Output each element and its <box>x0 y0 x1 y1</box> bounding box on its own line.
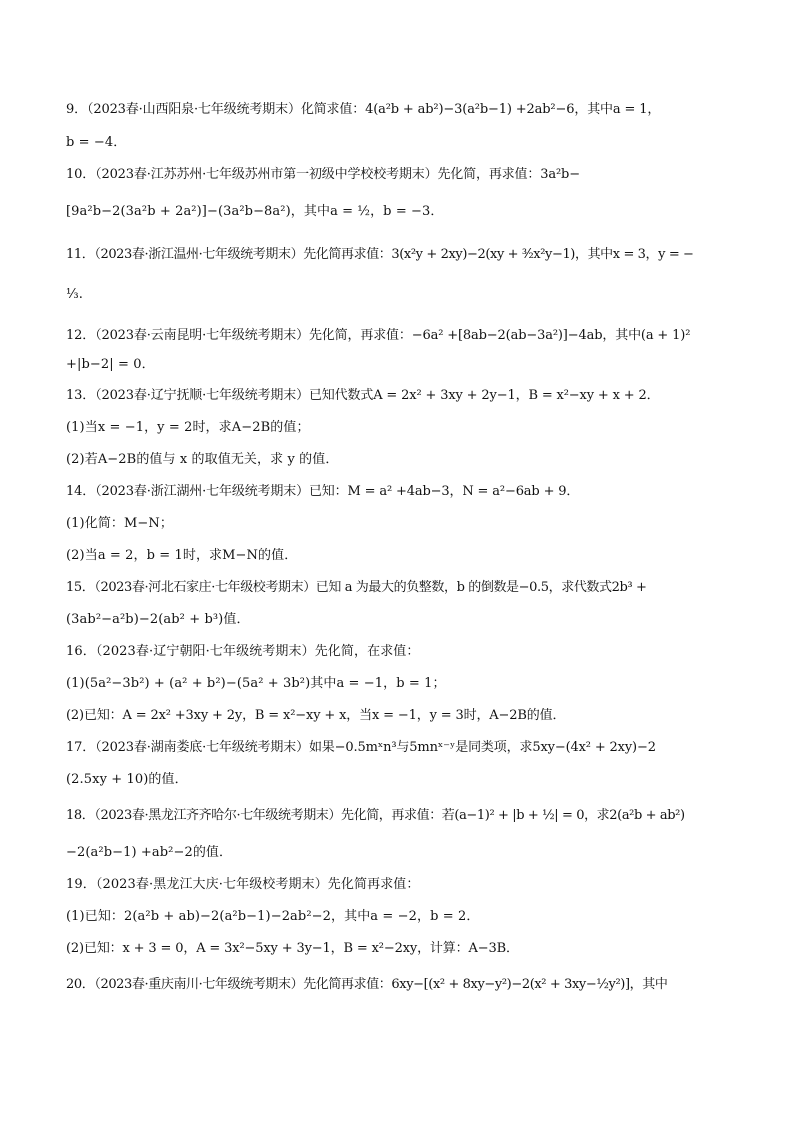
problem-18-line-2: −2(a²b−1) +ab²−2的值． <box>66 845 233 860</box>
problem-13-line-1: 13．（2023春·辽宁抚顺·七年级统考期末）已知代数式A = 2x² + 3xy + 2y−1，B = x²−xy + x + 2． <box>66 388 660 403</box>
problem-16-line-2: (1)(5a²−3b²) + (a² + b²)−(5a² + 3b²)其中a = −1，b = 1； <box>66 676 446 691</box>
problem-14-line-1: 14．（2023春·浙江湖州·七年级统考期末）已知：M = a² +4ab−3，N = a²−6ab + 9． <box>66 484 580 499</box>
problem-14-line-3: (2)当a = 2，b = 1时，求M−N的值． <box>66 548 298 563</box>
problem-13-line-3: (2)若A−2B的值与 x 的取值无关，求 y 的值． <box>66 452 339 467</box>
problem-10-line-2: [9a²b−2(3a²b + 2a²)]−(3a²b−8a²)，其中a = ½，b = −3． <box>66 204 444 219</box>
problem-10-line-1: 10．（2023春·江苏苏州·七年级苏州市第一初级中学校校考期末）先化简，再求值：3a²b− <box>66 167 580 182</box>
problem-18-line-1: 18．（2023春·黑龙江齐齐哈尔·七年级统考期末）先化简，再求值：若(a−1)² + |b + ½| = 0，求2(a²b + ab²) <box>66 808 685 823</box>
problem-13-line-2: (1)当x = −1，y = 2时，求A−2B的值； <box>66 420 310 435</box>
problem-17-line-1: 17．（2023春·湖南娄底·七年级统考期末）如果−0.5mˣn³与5mnˣ⁻ʸ是同类项，求5xy−(4x² + 2xy)−2 <box>66 740 656 755</box>
problem-16-line-3: (2)已知：A = 2x² +3xy + 2y，B = x²−xy + x，当x = −1，y = 3时，A−2B的值． <box>66 708 566 723</box>
problem-9-line-1: 9．（2023春·山西阳泉·七年级统考期末）化简求值：4(a²b + ab²)−3(a²b−1) +2ab²−6，其中a = 1， <box>66 102 661 117</box>
problem-19-line-1: 19．（2023春·黑龙江大庆·七年级校考期末）先化简再求值： <box>66 877 420 892</box>
problem-11-line-2: ⅓. <box>66 287 83 302</box>
problem-17-line-2: (2.5xy + 10)的值． <box>66 772 188 787</box>
problem-20-line-1: 20．（2023春·重庆南川·七年级统考期末）先化简再求值：6xy−[(x² + 8xy−y²)−2(x² + 3xy−½y²)]，其中 <box>66 977 668 992</box>
problem-11-line-1: 11．（2023春·浙江温州·七年级统考期末）先化简再求值：3(x²y + 2xy)−2(xy + ³⁄₂x²y−1)，其中x = 3，y = − <box>66 247 694 262</box>
problem-19-line-3: (2)已知：x + 3 = 0，A = 3x²−5xy + 3y−1，B = x²−2xy，计算：A−3B． <box>66 941 519 956</box>
problem-12-line-1: 12．（2023春·云南昆明·七年级统考期末）先化简，再求值：−6a² +[8ab−2(ab−3a²)]−4ab，其中(a + 1)² <box>66 328 691 343</box>
problem-12-line-2: +|b−2| = 0． <box>66 357 155 372</box>
problem-16-line-1: 16．（2023春·辽宁朝阳·七年级统考期末）先化简，在求值： <box>66 644 420 659</box>
problem-9-line-2: b = −4． <box>66 135 127 150</box>
problem-15-line-2: (3ab²−a²b)−2(ab² + b³)值． <box>66 612 250 627</box>
problem-14-line-2: (1)化简：M−N； <box>66 516 173 531</box>
problem-15-line-1: 15．（2023春·河北石家庄·七年级校考期末）已知 a 为最大的负整数，b 的倒数是−0.5，求代数式2b³ + <box>66 580 647 595</box>
problem-19-line-2: (1)已知：2(a²b + ab)−2(a²b−1)−2ab²−2，其中a = −2，b = 2． <box>66 909 480 924</box>
